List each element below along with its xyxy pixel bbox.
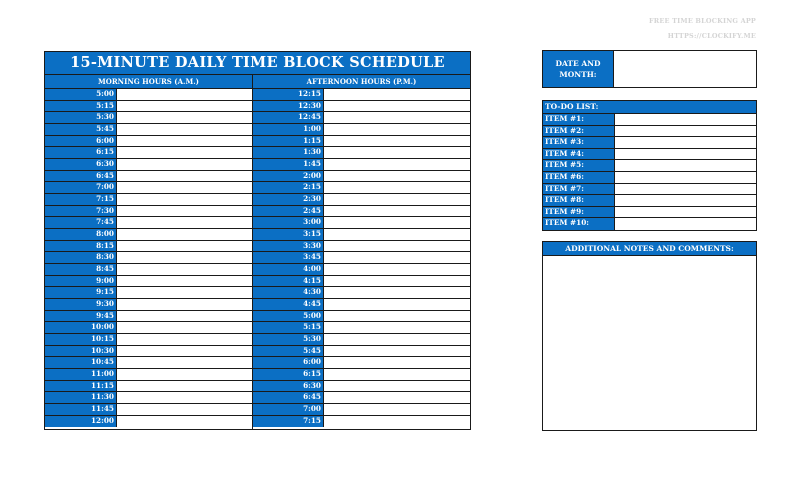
- time-label: 5:45: [253, 346, 324, 357]
- time-label: 4:00: [253, 264, 324, 275]
- time-slot-entry[interactable]: [117, 392, 252, 403]
- time-label: 5:00: [253, 311, 324, 322]
- time-label: 6:45: [253, 392, 324, 403]
- time-label: 10:30: [45, 346, 117, 357]
- time-slot-row: [253, 346, 470, 358]
- time-slot-row: [45, 369, 252, 381]
- time-label: 1:15: [253, 136, 324, 147]
- todo-item-label: ITEM #10:: [543, 218, 615, 230]
- time-slot-row: [253, 229, 470, 241]
- todo-item-field[interactable]: [615, 218, 756, 230]
- time-slot-entry[interactable]: [117, 404, 252, 415]
- time-slot-entry[interactable]: [117, 252, 252, 263]
- time-slot-entry[interactable]: [324, 124, 470, 135]
- time-slot-entry[interactable]: [117, 112, 252, 123]
- time-label: 6:15: [45, 147, 117, 158]
- time-slot-row: [253, 369, 470, 381]
- time-slot-row: [45, 182, 252, 194]
- todo-item-row: [543, 126, 756, 138]
- time-slot-row: [45, 136, 252, 148]
- time-label: 6:00: [45, 136, 117, 147]
- time-slot-row: [45, 159, 252, 171]
- todo-item-label: ITEM #8:: [543, 195, 615, 206]
- todo-item-field[interactable]: [615, 184, 756, 195]
- time-slot-entry[interactable]: [324, 147, 470, 158]
- time-slot-row: [45, 392, 252, 404]
- time-label: 11:00: [45, 369, 117, 380]
- time-label: 4:45: [253, 299, 324, 310]
- time-slot-entry[interactable]: [117, 322, 252, 333]
- time-slot-entry[interactable]: [324, 311, 470, 322]
- time-slot-row: [253, 299, 470, 311]
- time-label: 5:30: [253, 334, 324, 345]
- time-label: 8:15: [45, 241, 117, 252]
- time-slot-entry[interactable]: [324, 252, 470, 263]
- time-slot-row: [253, 357, 470, 369]
- time-slot-entry[interactable]: [117, 217, 252, 228]
- time-label: 9:15: [45, 287, 117, 298]
- time-slot-entry[interactable]: [324, 194, 470, 205]
- time-label: 2:30: [253, 194, 324, 205]
- time-slot-row: [253, 182, 470, 194]
- time-label: 8:45: [45, 264, 117, 275]
- time-slot-entry[interactable]: [117, 182, 252, 193]
- time-slot-row: [45, 334, 252, 346]
- time-slot-entry[interactable]: [324, 369, 470, 380]
- todo-item-row: [543, 207, 756, 219]
- todo-list: [542, 100, 757, 231]
- time-label: 2:45: [253, 206, 324, 217]
- todo-item-label: ITEM #1:: [543, 114, 615, 125]
- time-label: 12:45: [253, 112, 324, 123]
- todo-item-label: ITEM #3:: [543, 137, 615, 148]
- time-slot-entry[interactable]: [324, 392, 470, 403]
- time-label: 6:00: [253, 357, 324, 368]
- time-label: 5:15: [45, 101, 117, 112]
- time-label: 10:15: [45, 334, 117, 345]
- time-label: 7:30: [45, 206, 117, 217]
- time-slot-entry[interactable]: [117, 147, 252, 158]
- todo-item-label: ITEM #6:: [543, 172, 615, 183]
- time-slot-row: [45, 124, 252, 136]
- time-slot-entry[interactable]: [324, 217, 470, 228]
- notes-area[interactable]: [543, 256, 756, 431]
- time-slot-row: [45, 171, 252, 183]
- time-slot-row: [45, 229, 252, 241]
- time-slot-entry[interactable]: [117, 124, 252, 135]
- time-slot-row: [45, 194, 252, 206]
- todo-item-field[interactable]: [615, 149, 756, 160]
- time-slot-entry[interactable]: [117, 369, 252, 380]
- todo-item-row: [543, 218, 756, 230]
- time-label: 3:15: [253, 229, 324, 240]
- time-label: 9:30: [45, 299, 117, 310]
- time-label: 6:30: [253, 381, 324, 392]
- time-label: 10:45: [45, 357, 117, 368]
- time-slot-entry[interactable]: [324, 334, 470, 345]
- time-slot-row: [45, 381, 252, 393]
- time-label: 7:15: [253, 416, 324, 428]
- time-slot-row: [253, 416, 470, 428]
- todo-item-field[interactable]: [615, 207, 756, 218]
- time-slot-row: [45, 311, 252, 323]
- time-label: 12:15: [253, 89, 324, 100]
- time-label: 7:00: [253, 404, 324, 415]
- time-label: 7:00: [45, 182, 117, 193]
- todo-item-row: [543, 149, 756, 161]
- time-label: 4:15: [253, 276, 324, 287]
- time-slot-row: [45, 147, 252, 159]
- todo-item-field[interactable]: [615, 114, 756, 125]
- time-label: 2:00: [253, 171, 324, 182]
- time-slot-row: [45, 206, 252, 218]
- time-slot-entry[interactable]: [324, 229, 470, 240]
- time-slot-entry[interactable]: [324, 89, 470, 100]
- time-slot-entry[interactable]: [324, 381, 470, 392]
- todo-item-row: [543, 184, 756, 196]
- todo-item-field[interactable]: [615, 195, 756, 206]
- notes-title: ADDITIONAL NOTES AND COMMENTS:: [543, 242, 756, 256]
- time-slot-row: [253, 392, 470, 404]
- time-slot-row: [253, 311, 470, 323]
- time-slot-row: [253, 322, 470, 334]
- time-label: 5:45: [45, 124, 117, 135]
- time-slot-row: [253, 147, 470, 159]
- todo-item-row: [543, 137, 756, 149]
- todo-item-field[interactable]: [615, 137, 756, 148]
- time-slot-entry[interactable]: [117, 334, 252, 345]
- watermark: [649, 14, 756, 44]
- time-slot-entry[interactable]: [324, 182, 470, 193]
- time-slot-entry[interactable]: [324, 206, 470, 217]
- time-label: 6:45: [45, 171, 117, 182]
- time-slot-entry[interactable]: [117, 171, 252, 182]
- time-slot-entry[interactable]: [117, 229, 252, 240]
- notes-box: [542, 241, 757, 431]
- time-label: 8:30: [45, 252, 117, 263]
- time-slot-row: [45, 276, 252, 288]
- time-slot-row: [253, 404, 470, 416]
- todo-item-label: ITEM #7:: [543, 184, 615, 195]
- time-slot-entry[interactable]: [324, 416, 470, 428]
- time-slot-row: [45, 101, 252, 113]
- afternoon-header: AFTERNOON HOURS (P.M.): [253, 75, 470, 89]
- time-slot-row: [45, 287, 252, 299]
- time-slot-row: [253, 241, 470, 253]
- time-slot-entry[interactable]: [324, 264, 470, 275]
- time-label: 11:30: [45, 392, 117, 403]
- time-slot-row: [45, 299, 252, 311]
- time-label: 6:30: [45, 159, 117, 170]
- time-label: 6:15: [253, 369, 324, 380]
- time-slot-row: [45, 416, 252, 428]
- time-slot-entry[interactable]: [324, 322, 470, 333]
- time-label: 9:45: [45, 311, 117, 322]
- todo-title: TO-DO LIST:: [543, 101, 756, 114]
- time-slot-entry[interactable]: [117, 194, 252, 205]
- date-field[interactable]: [614, 51, 756, 87]
- time-slot-entry[interactable]: [117, 287, 252, 298]
- time-slot-row: [253, 112, 470, 124]
- time-slot-entry[interactable]: [324, 346, 470, 357]
- time-slot-entry[interactable]: [117, 264, 252, 275]
- time-slot-row: [253, 206, 470, 218]
- time-slot-row: [45, 322, 252, 334]
- todo-item-row: [543, 114, 756, 126]
- time-slot-row: [45, 89, 252, 101]
- time-slot-entry[interactable]: [117, 89, 252, 100]
- time-slot-row: [253, 194, 470, 206]
- time-slot-entry[interactable]: [324, 136, 470, 147]
- time-slot-entry[interactable]: [117, 241, 252, 252]
- time-slot-row: [45, 241, 252, 253]
- time-label: 12:00: [45, 416, 117, 428]
- date-label: DATE AND MONTH:: [543, 51, 614, 87]
- time-slot-entry[interactable]: [117, 276, 252, 287]
- time-slot-entry[interactable]: [117, 101, 252, 112]
- time-slot-entry[interactable]: [324, 101, 470, 112]
- time-slot-entry[interactable]: [117, 136, 252, 147]
- watermark-url: HTTPS://CLOCKIFY.ME: [667, 32, 756, 40]
- time-slot-entry[interactable]: [324, 299, 470, 310]
- afternoon-column: [253, 75, 470, 430]
- time-label: 7:45: [45, 217, 117, 228]
- time-label: 5:15: [253, 322, 324, 333]
- time-slot-row: [45, 357, 252, 369]
- time-label: 1:00: [253, 124, 324, 135]
- time-slot-entry[interactable]: [117, 299, 252, 310]
- time-slot-row: [253, 159, 470, 171]
- time-slot-entry[interactable]: [324, 171, 470, 182]
- time-slot-row: [253, 287, 470, 299]
- time-slot-row: [253, 381, 470, 393]
- todo-item-label: ITEM #2:: [543, 126, 615, 137]
- time-slot-row: [253, 89, 470, 101]
- time-label: 11:45: [45, 404, 117, 415]
- date-box: [542, 50, 757, 88]
- time-slot-row: [45, 217, 252, 229]
- todo-item-label: ITEM #5:: [543, 160, 615, 171]
- watermark-app-name: FREE TIME BLOCKING APP: [648, 17, 756, 25]
- time-label: 3:45: [253, 252, 324, 263]
- time-slot-entry[interactable]: [117, 311, 252, 322]
- morning-header: MORNING HOURS (A.M.): [45, 75, 252, 89]
- time-slot-row: [45, 252, 252, 264]
- todo-item-field[interactable]: [615, 126, 756, 137]
- time-slot-entry[interactable]: [324, 276, 470, 287]
- todo-item-row: [543, 160, 756, 172]
- time-slot-entry[interactable]: [324, 287, 470, 298]
- time-slot-entry[interactable]: [117, 416, 252, 428]
- time-slot-row: [253, 264, 470, 276]
- time-slot-entry[interactable]: [324, 404, 470, 415]
- todo-item-label: ITEM #9:: [543, 207, 615, 218]
- time-label: 11:15: [45, 381, 117, 392]
- time-slot-entry[interactable]: [117, 159, 252, 170]
- time-block-schedule: [44, 51, 471, 430]
- time-slot-entry[interactable]: [117, 346, 252, 357]
- morning-column: [45, 75, 253, 430]
- time-slot-row: [45, 346, 252, 358]
- time-slot-row: [253, 171, 470, 183]
- time-slot-row: [45, 112, 252, 124]
- time-slot-row: [253, 334, 470, 346]
- time-label: 10:00: [45, 322, 117, 333]
- todo-item-label: ITEM #4:: [543, 149, 615, 160]
- todo-item-row: [543, 195, 756, 207]
- time-label: 9:00: [45, 276, 117, 287]
- time-slot-entry[interactable]: [324, 357, 470, 368]
- time-label: 1:45: [253, 159, 324, 170]
- todo-item-row: [543, 172, 756, 184]
- time-slot-entry[interactable]: [324, 112, 470, 123]
- time-slot-entry[interactable]: [324, 241, 470, 252]
- time-label: 12:30: [253, 101, 324, 112]
- time-slot-entry[interactable]: [117, 381, 252, 392]
- time-label: 3:00: [253, 217, 324, 228]
- time-label: 3:30: [253, 241, 324, 252]
- time-slot-row: [253, 101, 470, 113]
- todo-item-field[interactable]: [615, 160, 756, 171]
- time-slot-row: [253, 124, 470, 136]
- schedule-title: 15-MINUTE DAILY TIME BLOCK SCHEDULE: [45, 52, 470, 75]
- time-slot-row: [253, 217, 470, 229]
- time-label: 7:15: [45, 194, 117, 205]
- todo-item-field[interactable]: [615, 172, 756, 183]
- time-label: 5:30: [45, 112, 117, 123]
- time-slot-row: [45, 404, 252, 416]
- time-slot-entry[interactable]: [117, 357, 252, 368]
- time-slot-entry[interactable]: [324, 159, 470, 170]
- time-slot-row: [253, 252, 470, 264]
- time-label: 5:00: [45, 89, 117, 100]
- time-slot-row: [253, 136, 470, 148]
- time-label: 2:15: [253, 182, 324, 193]
- time-slot-row: [253, 276, 470, 288]
- time-label: 8:00: [45, 229, 117, 240]
- time-label: 1:30: [253, 147, 324, 158]
- time-label: 4:30: [253, 287, 324, 298]
- time-slot-entry[interactable]: [117, 206, 252, 217]
- time-slot-row: [45, 264, 252, 276]
